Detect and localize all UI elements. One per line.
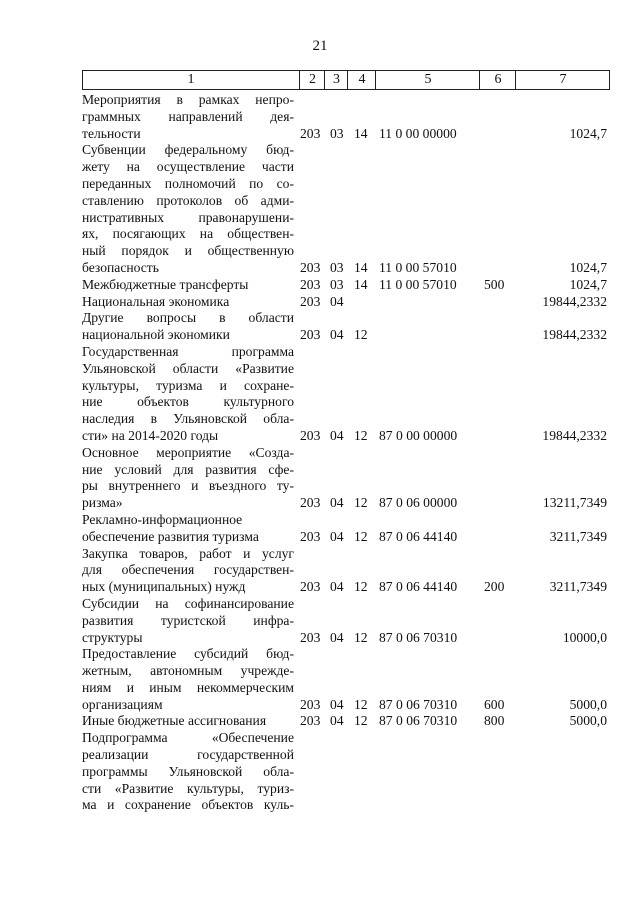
cell-c7: 1024,7 [569, 276, 607, 292]
cell-c7: 1024,7 [569, 125, 607, 141]
row-name-line: Межбюджетные трансферты [82, 276, 249, 292]
cell-c6: 800 [484, 713, 505, 729]
row-name-line: сти» на 2014-2020 годы [82, 427, 219, 443]
cell-c4: 12 [354, 528, 368, 544]
cell-c2: 203 [300, 293, 321, 309]
row-name [82, 344, 294, 445]
cell-c2: 203 [300, 427, 321, 443]
row-name-line: Другие вопросы в области [82, 310, 294, 326]
row-name [82, 713, 294, 730]
cell-c4: 12 [354, 696, 368, 712]
cell-c7: 19844,2332 [542, 427, 607, 443]
row-name-line: Государственная программа [82, 343, 294, 359]
table-row [82, 713, 610, 730]
row-name-line: для обеспечения государствен- [82, 562, 294, 578]
header-cell-5: 5 [375, 71, 480, 89]
row-name-line: ниям и иным некоммерческим [82, 679, 294, 695]
cell-c3: 04 [330, 629, 344, 645]
row-name-line: ние условий для развития сфе- [82, 461, 294, 477]
cell-c7: 1024,7 [569, 259, 607, 275]
cell-c3: 04 [330, 427, 344, 443]
cell-c2: 203 [300, 125, 321, 141]
row-name-line: национальной экономики [82, 327, 230, 343]
table-row [82, 512, 610, 546]
table-row [82, 730, 610, 814]
row-name-line: Закупка товаров, работ и услуг [82, 545, 294, 561]
row-name-line: жету на осуществление части [82, 159, 294, 175]
row-name-line: структуры [82, 629, 143, 645]
row-name [82, 730, 294, 814]
row-name-line: ях, посягающих на обществен- [82, 226, 294, 242]
row-name-line: реализации государственной [82, 747, 294, 763]
cell-c4: 12 [354, 427, 368, 443]
cell-c2: 203 [300, 276, 321, 292]
table-row [82, 646, 610, 713]
cell-c2: 203 [300, 696, 321, 712]
page-number: 21 [312, 38, 328, 54]
cell-c3: 04 [330, 293, 344, 309]
row-name-line: ставлению протоколов об адми- [82, 192, 294, 208]
cell-c3: 04 [330, 579, 344, 595]
table-body [82, 92, 610, 814]
header-cell-3: 3 [324, 71, 348, 89]
cell-c7: 13211,7349 [542, 495, 607, 511]
cell-c3: 03 [330, 276, 344, 292]
header-cell-2: 2 [299, 71, 325, 89]
row-name-line: тельности [82, 125, 141, 141]
row-name [82, 646, 294, 713]
cell-c7: 5000,0 [569, 713, 607, 729]
table-row [82, 445, 610, 512]
row-name-line: граммных направлений дея- [82, 108, 294, 124]
cell-c5: 87 0 06 44140 [379, 579, 458, 595]
row-name-line: переданных полномочий по со- [82, 175, 294, 191]
row-name-line: развития туристской инфра- [82, 612, 294, 628]
row-name [82, 445, 294, 512]
row-name-line: ние объектов культурного [82, 394, 294, 410]
row-name-line: наследия в Ульяновской обла- [82, 411, 294, 427]
cell-c2: 203 [300, 528, 321, 544]
cell-c4: 14 [354, 259, 368, 275]
cell-c2: 203 [300, 259, 321, 275]
row-name-line: организациям [82, 696, 163, 712]
row-name-line: ма и сохранение объектов куль- [82, 797, 294, 813]
cell-c2: 203 [300, 713, 321, 729]
cell-c7: 3211,7349 [549, 579, 607, 595]
cell-c4: 12 [354, 327, 368, 343]
row-name-line: Ульяновской области «Развитие [82, 360, 294, 376]
row-name-line: Подпрограмма «Обеспечение [82, 730, 294, 746]
header-cell-4: 4 [347, 71, 376, 89]
cell-c7: 3211,7349 [549, 528, 607, 544]
cell-c5: 87 0 06 70310 [379, 629, 458, 645]
cell-c2: 203 [300, 579, 321, 595]
row-name-line: культуры, туризма и сохране- [82, 377, 294, 393]
row-name-line: Предоставление субсидий бюд- [82, 646, 294, 662]
row-name-line: Иные бюджетные ассигнования [82, 713, 267, 729]
cell-c3: 04 [330, 495, 344, 511]
row-name-line: сти «Развитие культуры, туриз- [82, 780, 294, 796]
cell-c5: 11 0 00 57010 [379, 259, 457, 275]
table-row [82, 596, 610, 646]
row-name [82, 596, 294, 646]
cell-c2: 203 [300, 327, 321, 343]
row-name [82, 294, 294, 311]
table-row [82, 294, 610, 311]
cell-c7: 19844,2332 [542, 293, 607, 309]
cell-c3: 03 [330, 259, 344, 275]
cell-c2: 203 [300, 495, 321, 511]
row-name-line: ризма» [82, 495, 123, 511]
table-row [82, 92, 610, 142]
cell-c5: 87 0 06 44140 [379, 528, 458, 544]
header-cell-7: 7 [515, 71, 610, 89]
row-name [82, 92, 294, 142]
row-name-line: обеспечение развития туризма [82, 528, 259, 544]
cell-c7: 5000,0 [569, 696, 607, 712]
row-name-line: ный порядок и общественную [82, 243, 294, 259]
row-name [82, 142, 294, 276]
row-name [82, 277, 294, 294]
cell-c5: 87 0 06 70310 [379, 696, 458, 712]
cell-c6: 500 [484, 276, 505, 292]
cell-c4: 12 [354, 579, 368, 595]
row-name-line: Мероприятия в рамках непро- [82, 92, 294, 107]
cell-c7: 19844,2332 [542, 327, 607, 343]
cell-c3: 03 [330, 125, 344, 141]
header-cell-6: 6 [479, 71, 516, 89]
cell-c3: 04 [330, 528, 344, 544]
row-name-line: Основное мероприятие «Созда- [82, 444, 294, 460]
table-row [82, 546, 610, 596]
row-name [82, 512, 294, 546]
cell-c5: 87 0 06 70310 [379, 713, 458, 729]
cell-c5: 11 0 00 57010 [379, 276, 457, 292]
row-name-line: безопасность [82, 259, 159, 275]
cell-c2: 203 [300, 629, 321, 645]
row-name-line: жетным, автономным учрежде- [82, 663, 294, 679]
row-name-line: Рекламно-информационное [82, 511, 243, 527]
row-name-line: Субвенции федеральному бюд- [82, 142, 294, 158]
row-name [82, 546, 294, 596]
cell-c3: 04 [330, 713, 344, 729]
table-row [82, 277, 610, 294]
row-name-line: ных (муниципальных) нужд [82, 579, 246, 595]
row-name-line: Национальная экономика [82, 293, 230, 309]
cell-c3: 04 [330, 327, 344, 343]
row-name-line: нистративных правонарушени- [82, 209, 294, 225]
cell-c5: 87 0 00 00000 [379, 427, 458, 443]
row-name-line: ры внутреннего и въездного ту- [82, 478, 294, 494]
cell-c7: 10000,0 [562, 629, 607, 645]
table-row [82, 310, 610, 344]
header-cell-1: 1 [187, 72, 195, 87]
table-row [82, 142, 610, 276]
table-header [82, 70, 610, 90]
cell-c4: 12 [354, 629, 368, 645]
table-row [82, 344, 610, 445]
row-name [82, 310, 294, 344]
cell-c5: 87 0 06 00000 [379, 495, 458, 511]
cell-c5: 11 0 00 00000 [379, 125, 457, 141]
cell-c3: 04 [330, 696, 344, 712]
cell-c4: 14 [354, 276, 368, 292]
row-name-line: программы Ульяновской обла- [82, 763, 294, 779]
row-name-line: Субсидии на софинансирование [82, 595, 294, 611]
cell-c4: 12 [354, 713, 368, 729]
cell-c4: 12 [354, 495, 368, 511]
cell-c6: 600 [484, 696, 505, 712]
cell-c6: 200 [484, 579, 505, 595]
cell-c4: 14 [354, 125, 368, 141]
